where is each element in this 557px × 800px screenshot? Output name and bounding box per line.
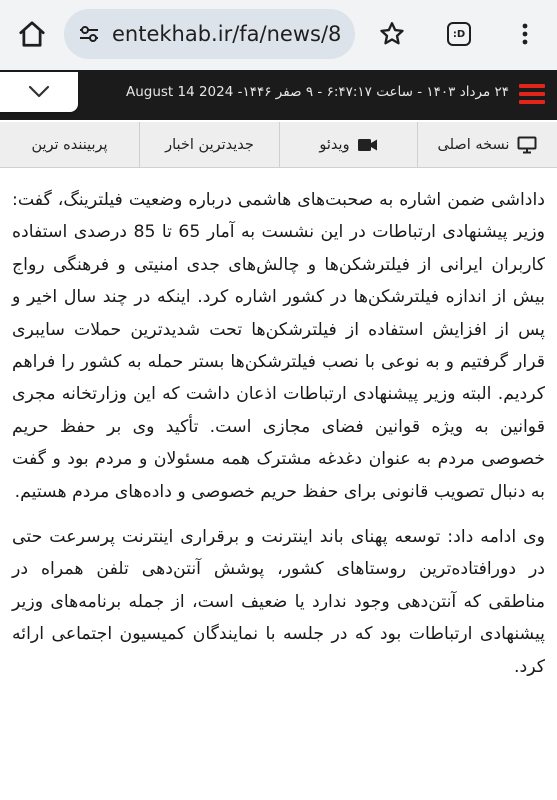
desktop-icon bbox=[517, 136, 537, 154]
nav-main-version[interactable] bbox=[417, 122, 557, 168]
tabs-count: :D bbox=[447, 22, 471, 46]
home-icon bbox=[17, 19, 47, 49]
site-nav bbox=[0, 122, 557, 168]
nav-label: ویدئو bbox=[319, 137, 350, 153]
nav-most-viewed[interactable] bbox=[0, 122, 139, 168]
bookmark-button[interactable] bbox=[374, 16, 410, 52]
hamburger-icon[interactable] bbox=[519, 84, 545, 106]
tabs-button[interactable] bbox=[441, 16, 477, 52]
chevron-down-icon bbox=[28, 85, 50, 99]
browser-menu-button[interactable] bbox=[507, 16, 543, 52]
more-vert-icon bbox=[513, 20, 537, 48]
star-icon bbox=[378, 20, 406, 48]
nav-label: نسخه اصلی bbox=[437, 137, 510, 153]
nav-video[interactable] bbox=[279, 122, 417, 168]
article-paragraph: داداشی ضمن اشاره به صحبت‌های هاشمی درباره وضعیت فیلترینگ، گفت: وزیر پیشنهادی ارتباطات در این نشست به آمار 65 تا 85 درصدی استفاده کاربران ایرانی از فیلترشکن‌ها و چالش‌های جدی امنیتی و فرهنگی رواج بیش از اندازه فیلترشکن‌ها در کشور اشاره کرد. اینکه در چند سال اخیر و پس از افزایش استفاده از فیلترشکن‌ها تحت شدیدترین حملات سایبری قرار گرفتیم و به نوعی با نصب فیلترشکن‌ها بستر حمله به کشور را فراهم کردیم. البته وزیر پیشنهادی ارتباطات اذعان داشت که این وزارتخانه مجری قوانین به ویژه قوانین فضای مجازی است. تأکید وی بر حفظ حریم خصوصی مردم به عنوان دغدغه مشترک همه مسئولان و مردم بود و گفت به دنبال تصویب قانونی برای حفظ حریم خصوصی و داده‌های مردم هستیم. bbox=[12, 190, 545, 502]
collapse-button[interactable] bbox=[0, 72, 78, 112]
article-body bbox=[0, 172, 557, 683]
browser-toolbar bbox=[0, 0, 557, 70]
nav-label: پربیننده ترین bbox=[31, 137, 108, 153]
address-bar[interactable] bbox=[64, 9, 355, 59]
url-text: entekhab.ir/fa/news/8 bbox=[112, 22, 342, 46]
site-settings-button[interactable] bbox=[76, 21, 102, 47]
video-camera-icon bbox=[358, 138, 378, 152]
nav-latest-news[interactable] bbox=[139, 122, 279, 168]
nav-label: جدیدترین اخبار bbox=[165, 137, 254, 153]
home-button[interactable] bbox=[14, 16, 50, 52]
tune-icon bbox=[77, 22, 101, 46]
article-paragraph: وی ادامه داد: توسعه پهنای باند اینترنت و برقراری اینترنت پرسرعت حتی در دورافتاده‌ترین روستاهای کشور، پوشش آنتن‌دهی تلفن همراه در مناطقی که آنتن‌دهی وجود ندارد یا ضعیف است، از جمله برنامه‌های وزیر پیشنهادی ارتباطات بود که در جلسه با نمایندگان کمیسیون اجتماعی ارائه کرد. bbox=[12, 527, 545, 677]
date-time-text: ۲۴ مرداد ۱۴۰۳ - ساعت ۶:۴۷:۱۷ - ۹ صفر ۱۴۴۶- 2024 August 14 bbox=[125, 84, 509, 100]
